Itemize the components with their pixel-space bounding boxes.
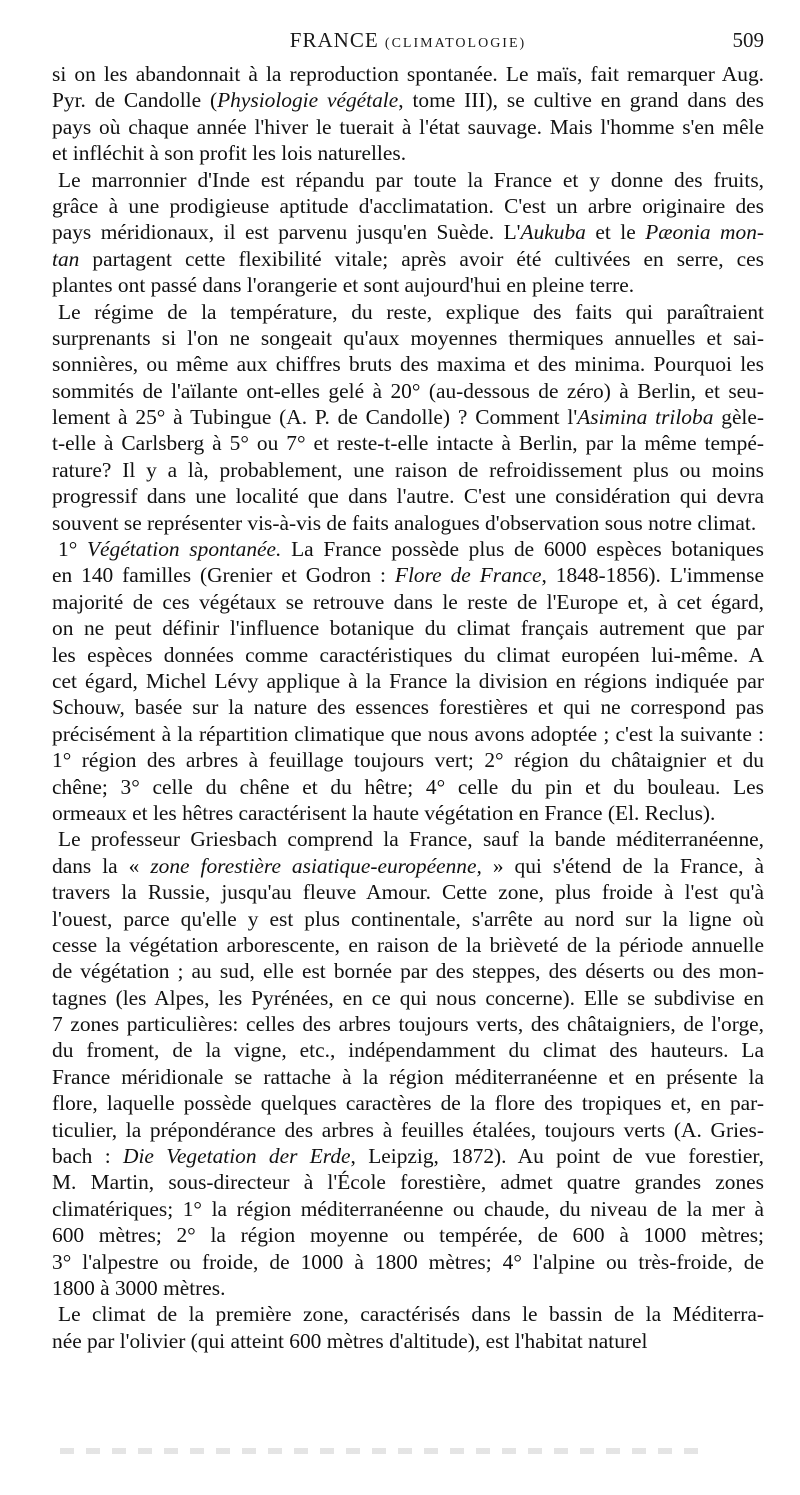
body-text: [52, 61, 764, 1354]
text-line: si on les abandonnait à la reproduction spontanée. Le maïs, fait remarquer Aug.: [52, 62, 764, 86]
text-line: 600 mètres; 2° la région moyenne ou tempérée, de 600 à 1000 mètres;: [52, 1223, 764, 1248]
text-line: du froment, de la vigne, etc., indépendamment du climat des hauteurs. La: [52, 1038, 764, 1063]
text-line: lement à 25° à Tubingue (A. P. de Candolle) ? Comment l'Asimina triloba gèle-: [52, 405, 764, 430]
text-line: les espèces données comme caractéristiques du climat européen lui-même. A: [52, 642, 764, 667]
text-line: tagnes (les Alpes, les Pyrénées, en ce qui nous concerne). Elle se subdivise en: [52, 985, 764, 1010]
text-line: progressif dans une localité que dans l'autre. C'est une considération qui devra: [52, 484, 764, 509]
text-line: flore, laquelle possède quelques caractères de la flore des tropiques et, en par-: [52, 1091, 764, 1116]
text-line: ticulier, la prépondérance des arbres à feuilles étalées, toujours verts (A. Gries-: [52, 1117, 764, 1142]
text-line: l'ouest, parce qu'elle y est plus continentale, s'arrête au nord sur la ligne où: [52, 906, 764, 931]
text-line: de végétation ; au sud, elle est bornée par des steppes, des déserts ou des mon-: [52, 959, 764, 984]
text-line: plantes ont passé dans l'orangerie et sont aujourd'hui en pleine terre.: [52, 273, 635, 298]
text-line: travers la Russie, jusqu'au fleuve Amour. Cette zone, plus froide à l'est qu'à: [52, 880, 764, 905]
text-line: grâce à une prodigieuse aptitude d'acclimatation. C'est un arbre originaire des: [52, 193, 764, 218]
paragraph: [52, 536, 764, 826]
text-line: on ne peut définir l'influence botanique du climat français autrement que par: [52, 616, 764, 641]
text-line: pays où chaque année l'hiver le tuerait à l'état sauvage. Mais l'homme s'en mêle: [52, 114, 764, 139]
text-line: Le climat de la première zone, caractérisés dans le bassin de la Méditerra-: [58, 1302, 764, 1327]
header-title: [52, 28, 764, 53]
text-line: sommités de l'aïlante ont-elles gelé à 20° (au-dessous de zéro) à Berlin, et seu-: [52, 378, 764, 403]
text-line: Schouw, basée sur la nature des essences forestières et qui ne correspond pas: [52, 695, 764, 720]
text-line: cesse la végétation arborescente, en raison de la brièveté de la période annuelle: [52, 932, 764, 957]
text-line: et infléchit à son profit les lois naturelles.: [52, 141, 407, 166]
text-line: sonnières, ou même aux chiffres bruts des maxima et des minima. Pourquoi les: [52, 352, 764, 377]
text-line: M. Martin, sous-directeur à l'École forestière, admet quatre grandes zones: [52, 1170, 764, 1195]
text-line: Le professeur Griesbach comprend la France, sauf la bande méditerranéenne,: [58, 827, 764, 852]
running-header: [52, 28, 764, 58]
text-line: tan partagent cette flexibilité vitale; après avoir été cultivées en serre, ces: [52, 246, 764, 271]
text-line: rature? Il y a là, probablement, une raison de refroidissement plus ou moins: [52, 457, 764, 482]
text-line: précisément à la répartition climatique que nous avons adoptée ; c'est la suivante :: [52, 721, 764, 746]
paragraph: [52, 61, 764, 167]
bottom-smudge: [60, 1448, 710, 1454]
text-line: chêne; 3° celle du chêne et du hêtre; 4° celle du pin et du bouleau. Les: [52, 774, 764, 799]
header-title-main: FRANCE: [289, 28, 379, 52]
text-line: Le marronnier d'Inde est répandu par toute la France et y donne des fruits,: [58, 167, 764, 192]
paragraph: [52, 826, 764, 1301]
text-line: majorité de ces végétaux se retrouve dans le reste de l'Europe et, à cet égard,: [52, 589, 764, 614]
text-line: bach : Die Vegetation der Erde, Leipzig, 1872). Au point de vue forestier,: [52, 1144, 764, 1169]
text-line: en 140 familles (Grenier et Godron : Flore de France, 1848-1856). L'immense: [52, 563, 764, 588]
text-line: 1° Végétation spontanée. La France possède plus de 6000 espèces botaniques: [58, 537, 765, 562]
paragraph: [52, 1301, 764, 1354]
text-line: ormeaux et les hêtres caractérisent la haute végétation en France (El. Reclus).: [52, 800, 716, 825]
text-line: dans la « zone forestière asiatique-européenne, » qui s'étend de la France, à: [52, 853, 764, 878]
text-line: cet égard, Michel Lévy applique à la France la division en régions indiquée par: [52, 668, 764, 693]
text-line: Le régime de la température, du reste, explique des faits qui paraîtraient: [58, 299, 764, 324]
text-line: 1° région des arbres à feuillage toujours vert; 2° région du châtaignier et du: [52, 748, 764, 773]
text-line: 3° l'alpestre ou froide, de 1000 à 1800 mètres; 4° l'alpine ou très-froide, de: [52, 1249, 764, 1274]
text-line: t-elle à Carlsberg à 5° ou 7° et reste-t-elle intacte à Berlin, par la même tempé-: [52, 431, 764, 456]
paragraph: [52, 167, 764, 299]
text-line: climatériques; 1° la région méditerranéenne ou chaude, du niveau de la mer à: [52, 1196, 764, 1221]
text-line: 1800 à 3000 mètres.: [52, 1275, 226, 1300]
text-line: Pyr. de Candolle (Physiologie végétale, tome III), se cultive en grand dans des: [52, 88, 764, 113]
text-line: née par l'olivier (qui atteint 600 mètres d'altitude), est l'habitat naturel: [52, 1328, 648, 1353]
header-title-sub: (CLIMATOLOGIE): [384, 36, 527, 51]
text-line: pays méridionaux, il est parvenu jusqu'en Suède. L'Aukuba et le Pæonia mon-: [52, 220, 765, 245]
text-line: 7 zones particulières: celles des arbres toujours verts, des châtaigniers, de l'orge,: [52, 1012, 764, 1037]
paragraph: [52, 299, 764, 537]
page-number: 509: [732, 28, 764, 52]
text-line: surprenants si l'on ne songeait qu'aux moyennes thermiques annuelles et sai-: [52, 325, 764, 350]
text-line: souvent se représenter vis-à-vis de faits analogues d'observation sous notre climat.: [52, 510, 757, 535]
text-line: France méridionale se rattache à la région méditerranéenne et en présente la: [52, 1064, 764, 1089]
